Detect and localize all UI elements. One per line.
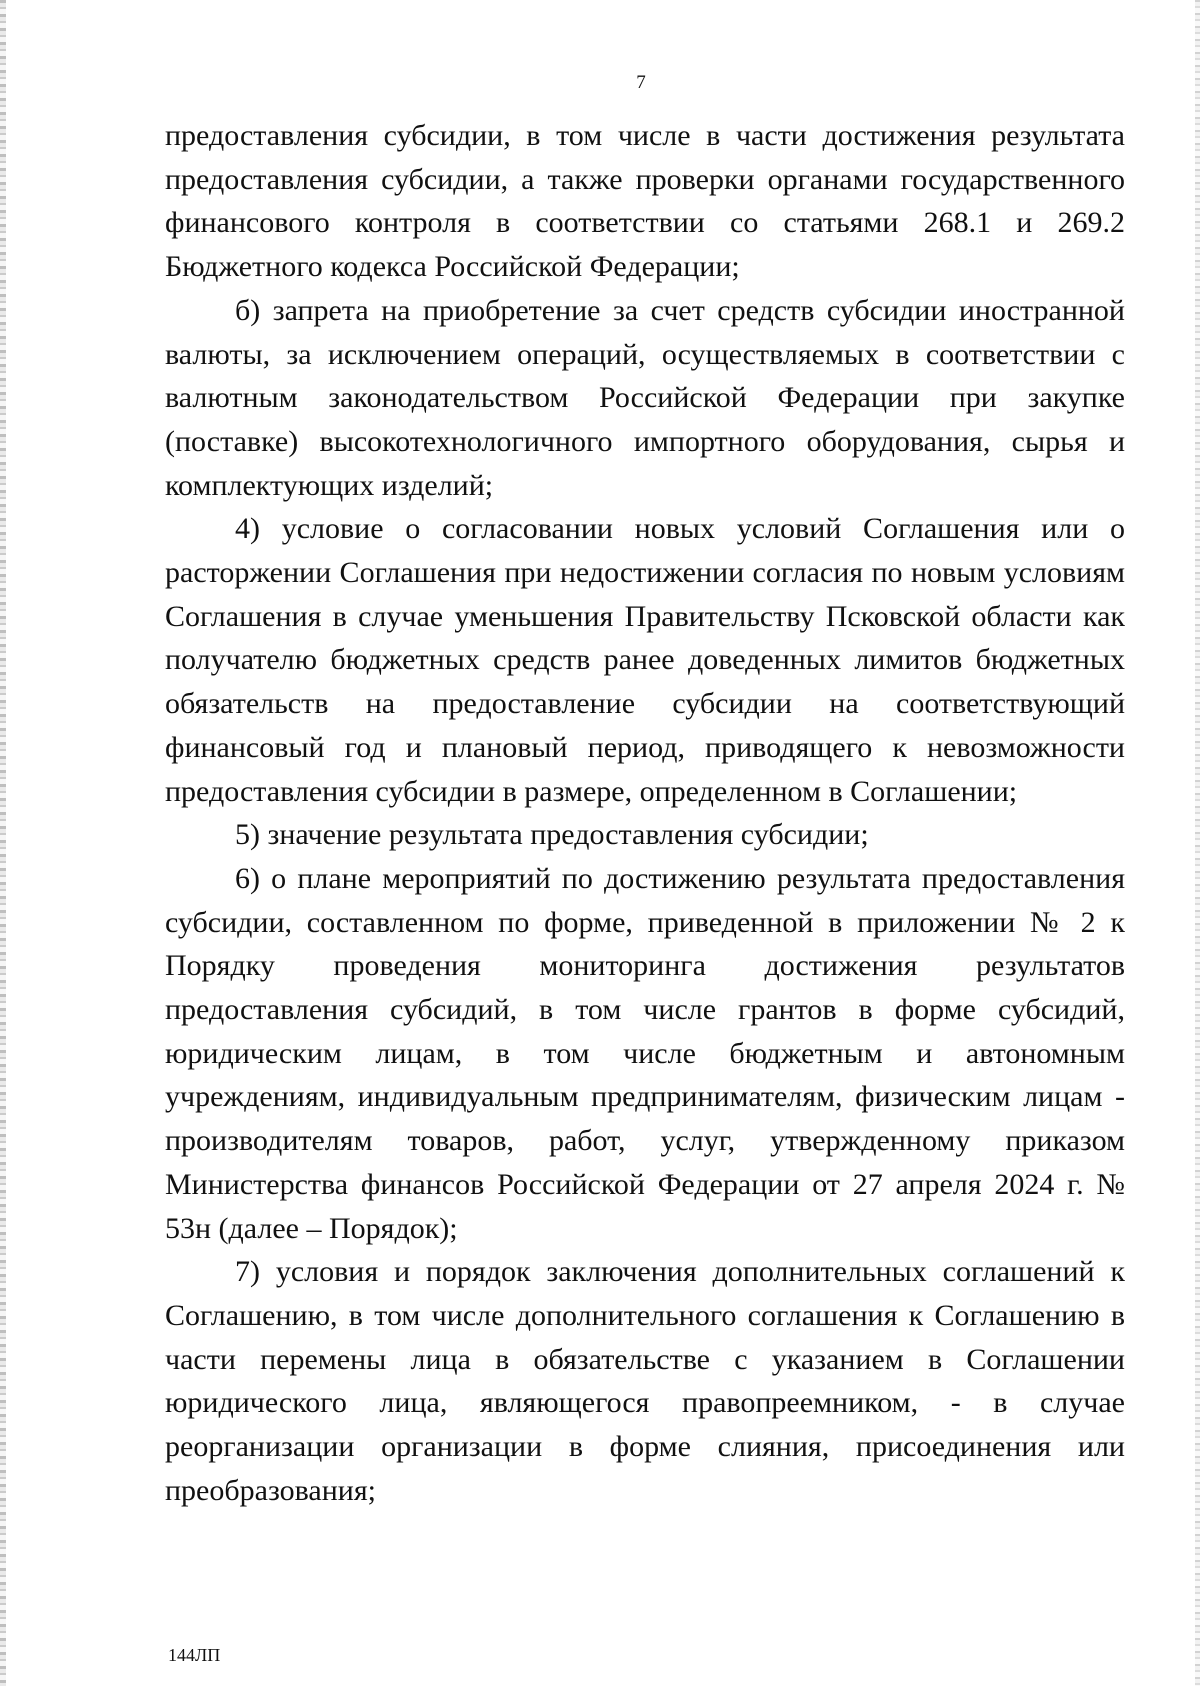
document-code: 144ЛП <box>168 1645 221 1665</box>
paragraph-item-b: б) запрета на приобретение за счет средств субсидии иностранной валюты, за исключением операций, осуществляемых в соответствии с валютным законодательством Российской Федерации при закупке (поставке) высокотехнологичного импортного оборудования, сырья и комплектующих изделий; <box>165 293 1125 502</box>
scan-edge-left <box>0 0 6 1686</box>
paragraph-item-7: 7) условия и порядок заключения дополнительных соглашений к Соглашению, в том числе дополнительного соглашения к Соглашению в части перемены лица в обязательстве с указанием в Соглашении юридического лица, являющегося правопреемником, - в случае реорганизации организации в форме слияния, присоединения или преобразования; <box>165 1255 1125 1507</box>
paragraph-item-5: 5) значение результата предоставления субсидии; <box>235 818 869 852</box>
paragraph-item-6: 6) о плане мероприятий по достижению результата предоставления субсидии, составленном по форме, приведенной в приложении № 2 к Порядку проведения мониторинга достижения результатов предоставления субсидий, в том числе грантов в форме субсидий, юридическим лицам, в том числе бюджетным и автономным учреждениям, индивидуальным предпринимателям, физическим лицам - производителям товаров, работ, услуг, утвержденному приказом Министерства финансов Российской Федерации от 27 апреля 2024 г. № 53н (далее – Порядок); <box>165 861 1125 1245</box>
scan-edge-right <box>1195 0 1200 1686</box>
paragraph-continuation: предоставления субсидии, в том числе в части достижения результата предоставления субсидии, а также проверки органами государственного финансового контроля в соответствии со статьями 268.1 и 269.2 Бюджетного кодекса Российской Федерации; <box>165 119 1125 284</box>
paragraph-item-4: 4) условие о согласовании новых условий Соглашения или о расторжении Соглашения при недостижении согласия по новым условиям Соглашения в случае уменьшения Правительству Псковской области как получателю бюджетных средств ранее доведенных лимитов бюджетных обязательств на предоставление субсидии на соответствующий финансовый год и плановый период, приводящего к невозможности предоставления субсидии в размере, определенном в Соглашении; <box>165 512 1125 808</box>
document-body <box>165 114 1125 1513</box>
page-number: 7 <box>636 72 646 93</box>
